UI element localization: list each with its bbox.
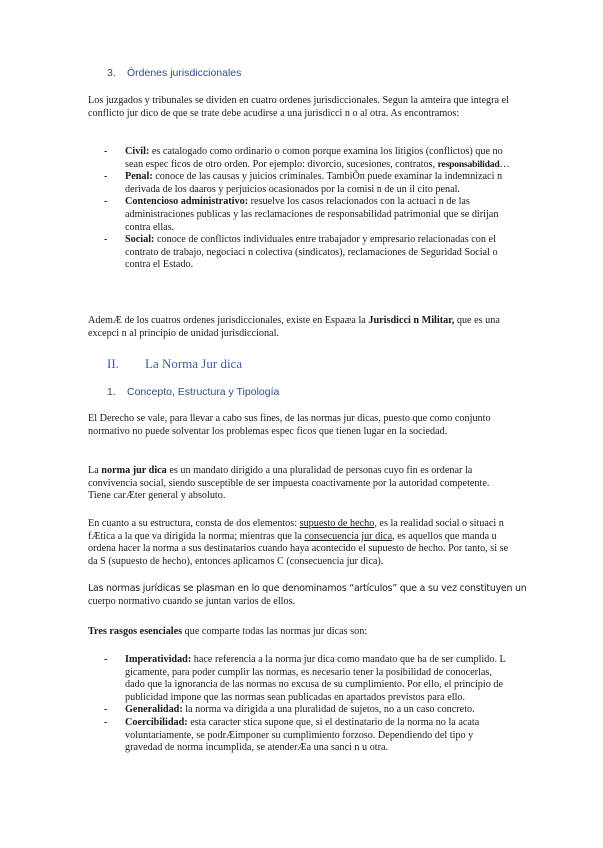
trait-text: hace referencia a la norma jur dica como mandato que ha de ser cumplido. L gicamente, para poder cumplir las normas, es necesario tener la posibilidad de conocerlas, dado que la ignorancia de las normas no excusa de su cumplimiento. Por ello, el principio de publicidad impone que las normas sean publicadas en apartados previstos para ello. xyxy=(125,654,506,703)
item-extra: responsabilidad xyxy=(437,158,500,170)
list-item xyxy=(104,234,512,272)
p5-bold: Tres rasgos esenciales xyxy=(88,626,183,637)
trait-text: la norma va dirigida a una pluralidad de sujetos, no a un caso concreto. xyxy=(182,704,475,716)
closing-pre: AdemÆ de los cuatros ordenes jurisdiccionales, existe en Espaæa la xyxy=(88,315,369,326)
item-text: conoce de conflictos individuales entre trabajador y empresario relacionadas con el contrato de trabajo, negociaci n colectiva (sindicatos), reclamaciones de Seguridad Social o contra el Estado. xyxy=(125,234,498,271)
bullet-dash: - xyxy=(104,146,108,157)
list-item xyxy=(104,146,512,171)
p2-post: es un mandato dirigido a una pluralidad de personas cuyo fin es ordenar la convivencia social, siendo susceptible de ser impuesta coactivamente por la autoridad competente. Tiene carÆter general y absoluto. xyxy=(88,465,490,502)
list-item xyxy=(104,654,512,704)
intro-paragraph: Los juzgados y tribunales se dividen en cuatro ordenes jurisdiccionales. Segun la amteira que integra el conflicto jur dico de que se trate debe acudirse a una jurisdicci n o al otra. As encontramos: xyxy=(88,95,509,119)
p5-post: que comparte todas las normas jur dicas son: xyxy=(182,626,368,637)
paragraph-rasgos xyxy=(88,626,512,639)
paragraph-norma-juridica xyxy=(88,465,512,503)
list-item xyxy=(104,717,512,755)
supuesto-de-hecho: supuesto de hecho xyxy=(299,518,375,529)
closing-bold: Jurisdicci n Militar, xyxy=(368,315,455,326)
heading-number: 3. xyxy=(107,67,116,79)
bullet-dash: - xyxy=(104,234,108,246)
heading-number: II. xyxy=(107,356,119,371)
jurisdiction-list xyxy=(104,146,512,272)
p4-handwritten-line: Las normas jurídicas se plasman en lo que denominamos “artículos” que a su vez constituyen un xyxy=(88,583,527,594)
paragraph-estructura xyxy=(88,518,512,568)
heading-ordenes-jurisdiccionales xyxy=(107,67,241,79)
list-item xyxy=(104,171,512,196)
heading-number: 1. xyxy=(107,386,116,398)
p2-bold: norma jur dica xyxy=(101,465,167,476)
heading-title: Órdenes jurisdiccionales xyxy=(127,67,242,79)
consecuencia-juridica: consecuencia jur dica xyxy=(304,530,393,542)
trait-text: esta caracter stica supone que, si el destinatario de la norma no la acata voluntariamente, se podrÆimponer su cumplimiento forzoso. Dependiendo del tipo y gravedad de norma incumplida, se atenderÆa una sanci n u otra. xyxy=(125,716,480,754)
item-term: Contencioso administrativo: xyxy=(125,196,249,208)
heading-title: Concepto, Estructura y Tipología xyxy=(127,386,280,398)
paragraph-derecho: El Derecho se vale, para llevar a cabo sus fines, de las normas jur dicas, puesto que como conjunto normativo no puede solventar los problemas espec ficos que tienen lugar en la sociedad. xyxy=(88,413,491,437)
item-term: Social: xyxy=(125,234,155,246)
closing-post: que es una excepci n al principio de unidad jurisdiccional. xyxy=(88,315,500,339)
item-text: resuelve los casos relacionados con la actuaci n de las administraciones publicas y las reclamaciones de responsabilidad patrimonial que se dirijan contra ellas. xyxy=(125,196,499,233)
p2-pre: La xyxy=(88,465,102,476)
p3-c: , es aquellos que manda u ordena hacer la norma a sus destinatarios cuando haya acontecido el supuesto de hecho. Por tanto, si se da S (supuesto de hecho), entonces aplicamos C (consecuencia jur dica). xyxy=(88,530,509,567)
item-tail: … xyxy=(499,158,510,170)
heading-title: La Norma Jur dica xyxy=(145,356,243,371)
heading-concepto xyxy=(107,386,279,398)
paragraph-articulos xyxy=(88,583,527,608)
bullet-dash: - xyxy=(104,704,108,716)
closing-paragraph xyxy=(88,315,512,340)
item-text: conoce de las causas y juicios criminales. TambiÕn puede examinar la indemnizaci n derivada de los daaros y perjuicios ocasionados por la comisi n de un il cito penal. xyxy=(125,171,503,195)
p4-rest: cuerpo normativo cuando se juntan varios de ellos. xyxy=(88,595,296,607)
p3-b: , es la realidad social o situaci n fÆtica a la que va dirigida la norma; mientras que la xyxy=(88,518,504,542)
list-item xyxy=(104,704,512,717)
bullet-dash: - xyxy=(104,171,108,183)
item-term: Civil: xyxy=(125,146,150,157)
trait-term: Generalidad: xyxy=(125,704,183,716)
bullet-dash: - xyxy=(104,654,108,665)
trait-term: Imperatividad: xyxy=(125,654,192,665)
p3-a: En cuanto a su estructura, consta de dos elementos: xyxy=(88,518,300,529)
bullet-dash: - xyxy=(104,716,108,728)
list-item xyxy=(104,196,512,234)
heading-la-norma-juridica xyxy=(107,356,242,372)
bullet-dash: - xyxy=(104,196,108,208)
item-text: es catalogado como ordinario o comon porque examina los litigios (conflictos) que no sean espec ficos de otro orden. Por ejemplo: divorcio, sucesiones, contratos, xyxy=(125,146,503,170)
trait-term: Coercibilidad: xyxy=(125,716,188,728)
traits-list xyxy=(104,654,512,755)
item-term: Penal: xyxy=(125,171,153,183)
